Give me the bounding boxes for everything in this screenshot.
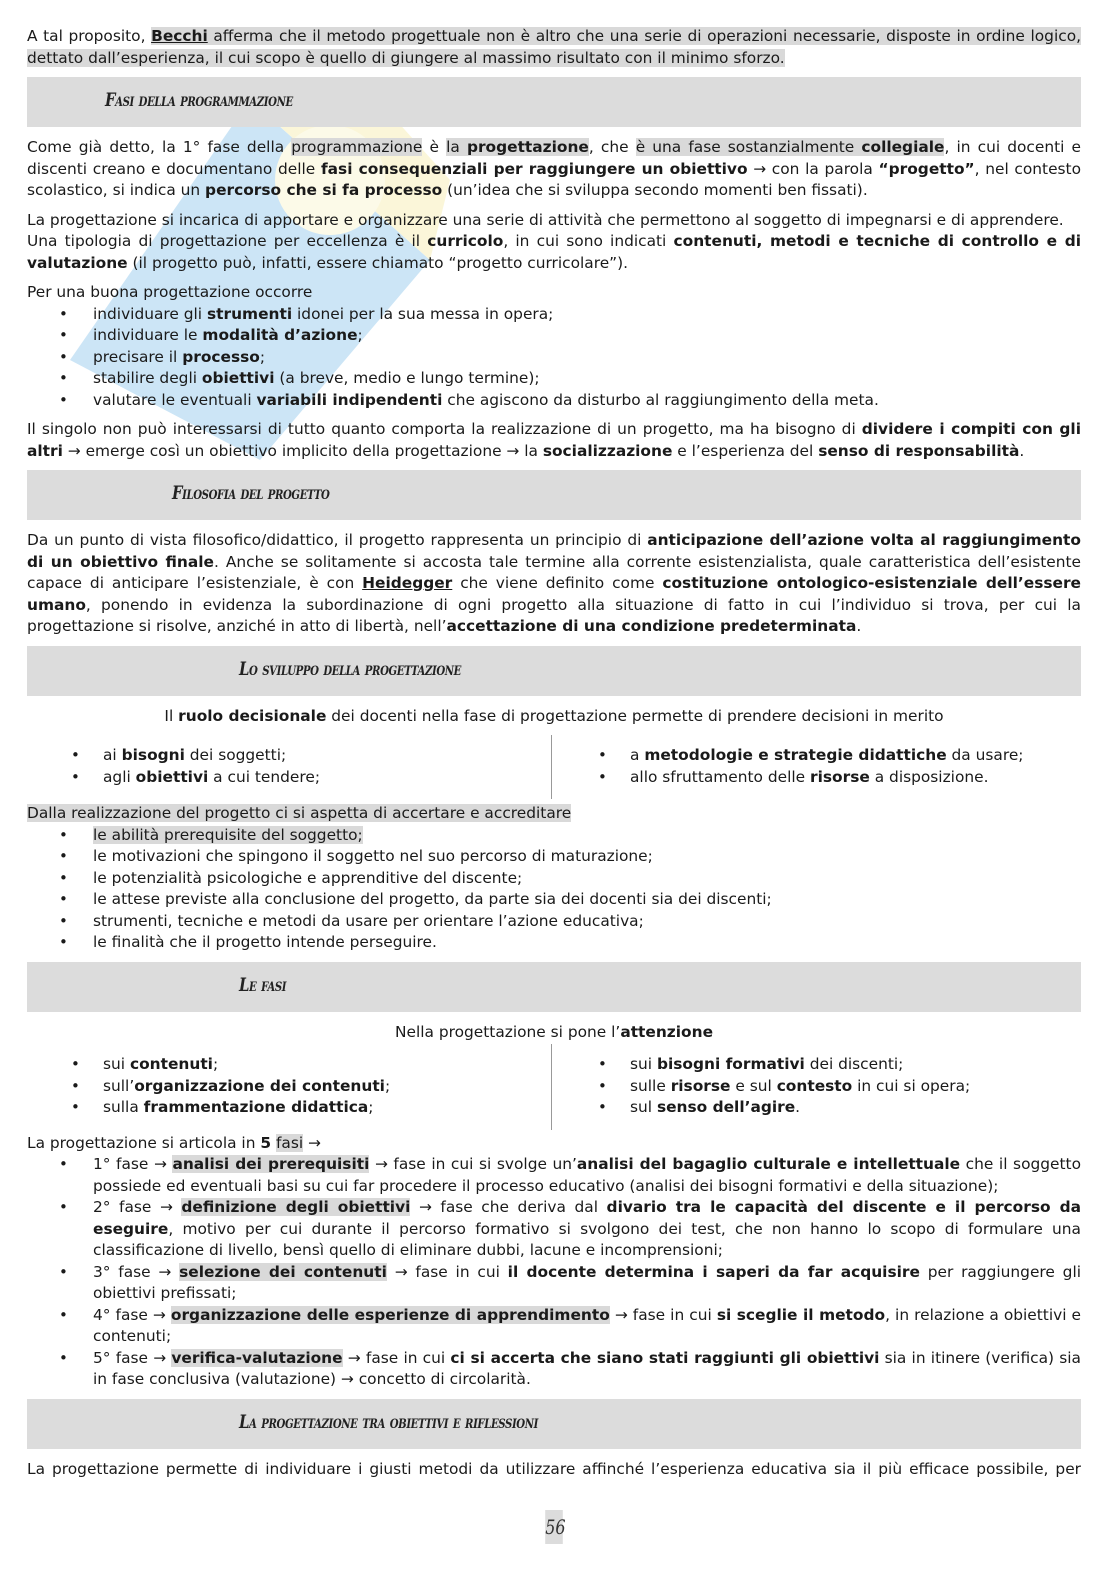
list-item: • agli obiettivi a cui tendere; xyxy=(27,767,554,789)
paragraph-progettazione: Come già detto, la 1° fase della programmazione è la progettazione, che è una fase sostanzialmente collegiale, in cui docenti e discenti creano e documentano delle fasi consequenziali per raggiungere un obiettivo → con la parola “progetto”, nel contesto scolastico, si indica un percorso che si fa processo (un’idea che si sviluppa secondo momenti ben fissati). xyxy=(27,138,1082,199)
list-item: • sull’organizzazione dei contenuti; xyxy=(27,1076,554,1098)
list-item: • le motivazioni che spingono il soggetto nel suo percorso di maturazione; xyxy=(27,846,1081,868)
page-number: 56 xyxy=(545,1510,563,1544)
centered-line-ruolo: Il ruolo decisionale dei docenti nella fase di progettazione permette di prendere decisioni in merito xyxy=(164,706,944,725)
list-item: • individuare le modalità d’azione; xyxy=(27,325,1081,347)
section-heading-obiettivi-riflessioni: La progettazione tra obiettivi e riflessioni xyxy=(27,1399,1081,1449)
list-item: • sui bisogni formativi dei discenti; xyxy=(554,1054,1081,1076)
two-column-list-fasi xyxy=(27,1054,1081,1119)
list-item: • sul senso dell’agire. xyxy=(554,1097,1081,1119)
list-item: • valutare le eventuali variabili indipendenti che agiscono da disturbo al raggiungimento della meta. xyxy=(27,390,1081,412)
list-item: • sulla frammentazione didattica; xyxy=(27,1097,554,1119)
paragraph-attivita: La progettazione si incarica di apportare e organizzare una serie di attività che permettono al soggetto di impegnarsi e di apprendere. xyxy=(27,210,1064,229)
section-heading-filosofia: Filosofia del progetto xyxy=(27,470,1081,520)
list-item: • strumenti, tecniche e metodi da usare per orientare l’azione educativa; xyxy=(27,911,1081,933)
paragraph-curricolo: Una tipologia di progettazione per eccellenza è il curricolo, in cui sono indicati contenuti, metodi e tecniche di controllo e di valutazione (il progetto può, infatti, essere chiamato “progetto curricolare”). xyxy=(27,232,1081,272)
paragraph-accertare: Dalla realizzazione del progetto ci si aspetta di accertare e accreditare xyxy=(27,804,572,822)
list-occorre xyxy=(27,304,1081,412)
heidegger-link[interactable]: Heidegger xyxy=(362,574,453,592)
section-heading-le-fasi: Le fasi xyxy=(27,962,1081,1012)
list-item: • ai bisogni dei soggetti; xyxy=(27,745,554,767)
paragraph-singolo: Il singolo non può interessarsi di tutto quanto comporta la realizzazione di un progetto, ma ha bisogno di dividere i compiti con gli altri → emerge così un obiettivo implicito della progettazione → la socializzazione e l’esperienza del senso di responsabilità. xyxy=(27,420,1081,460)
list-item: • precisare il processo; xyxy=(27,347,1081,369)
paragraph-occorre: Per una buona progettazione occorre xyxy=(27,283,313,301)
section-heading-fasi-programmazione: Fasi della programmazione xyxy=(27,77,1081,127)
becchi-link[interactable]: Becchi xyxy=(151,27,208,45)
paragraph-articola: La progettazione si articola in 5 fasi → xyxy=(27,1133,321,1152)
paragraph-filosofia: Da un punto di vista filosofico/didattico, il progetto rappresenta un principio di anticipazione dell’azione volta al raggiungimento di un obiettivo finale. Anche se solitamente si accosta tale termine alla corrente esistenzialista, quale caratteristica dell’esistente capace di anticipare l’esistenziale, è con Heidegger che viene definito come costituzione ontologico-esistenziale dell’essere umano, ponendo in evidenza la subordinazione di ogni progetto alla situazione di fatto in cui l’individuo si trova, per cui la progettazione si risolve, anziché in atto di libertà, nell’accettazione di una condizione predeterminata. xyxy=(27,531,1081,635)
two-column-list-sviluppo xyxy=(27,745,1081,788)
list-item: • le finalità che il progetto intende perseguire. xyxy=(27,932,1081,954)
list-item: • 2° fase → definizione degli obiettivi → fase che deriva dal divario tra le capacità del discente e il percorso da eseguire, motivo per cui durante il percorso formativo si svolgono dei test, che non hanno lo scopo di formulare una classificazione di livello, bensì quello di eliminare dubbi, lacune e incomprensioni; xyxy=(27,1197,1081,1262)
list-item: • 3° fase → selezione dei contenuti → fase in cui il docente determina i saperi da far acquisire per raggiungere gli obiettivi prefissati; xyxy=(27,1262,1081,1305)
list-item: • individuare gli strumenti idonei per la sua messa in opera; xyxy=(27,304,1081,326)
list-item: • 5° fase → verifica-valutazione → fase in cui ci si accerta che siano stati raggiunti gli obiettivi sia in itinere (verifica) sia in fase conclusiva (valutazione) → concetto di circolarità. xyxy=(27,1348,1081,1391)
list-item: • stabilire degli obiettivi (a breve, medio e lungo termine); xyxy=(27,368,1081,390)
list-item: • le potenzialità psicologiche e apprenditive del discente; xyxy=(27,868,1081,890)
list-item: • 1° fase → analisi dei prerequisiti → fase in cui si svolge un’analisi del bagaglio culturale e intellettuale che il soggetto possiede ed eventuali basi su cui far procedere il processo educativo (analisi dei bisogni formativi e della situazione); xyxy=(27,1154,1081,1197)
list-item: • a metodologie e strategie didattiche da usare; xyxy=(554,745,1081,767)
list-item: • 4° fase → organizzazione delle esperienze di apprendimento → fase in cui si sceglie il metodo, in relazione a obiettivi e contenuti; xyxy=(27,1305,1081,1348)
list-item: • sulle risorse e sul contesto in cui si opera; xyxy=(554,1076,1081,1098)
list-item: • sui contenuti; xyxy=(27,1054,554,1076)
list-item: • le attese previste alla conclusione del progetto, da parte sia dei docenti sia dei discenti; xyxy=(27,889,1081,911)
paragraph-last: La progettazione permette di individuare i giusti metodi da utilizzare affinché l’esperienza educativa sia il più efficace possibile, per xyxy=(27,1459,1081,1478)
document-page xyxy=(27,26,1081,1480)
intro-paragraph: A tal proposito, Becchi afferma che il metodo progettuale non è altro che una serie di operazioni necessarie, disposte in ordine logico, dettato dall’esperienza, il cui scopo è quello di giungere al massimo risultato con il minimo sforzo. xyxy=(27,27,1081,67)
list-fasi-steps xyxy=(27,1154,1081,1391)
list-accertare xyxy=(27,825,1081,954)
centered-line-attenzione: Nella progettazione si pone l’attenzione xyxy=(394,1022,714,1041)
list-item: • allo sfruttamento delle risorse a disposizione. xyxy=(554,767,1081,789)
list-item: • le abilità prerequisite del soggetto; xyxy=(27,825,1081,847)
section-heading-sviluppo: Lo sviluppo della progettazione xyxy=(27,646,1081,696)
